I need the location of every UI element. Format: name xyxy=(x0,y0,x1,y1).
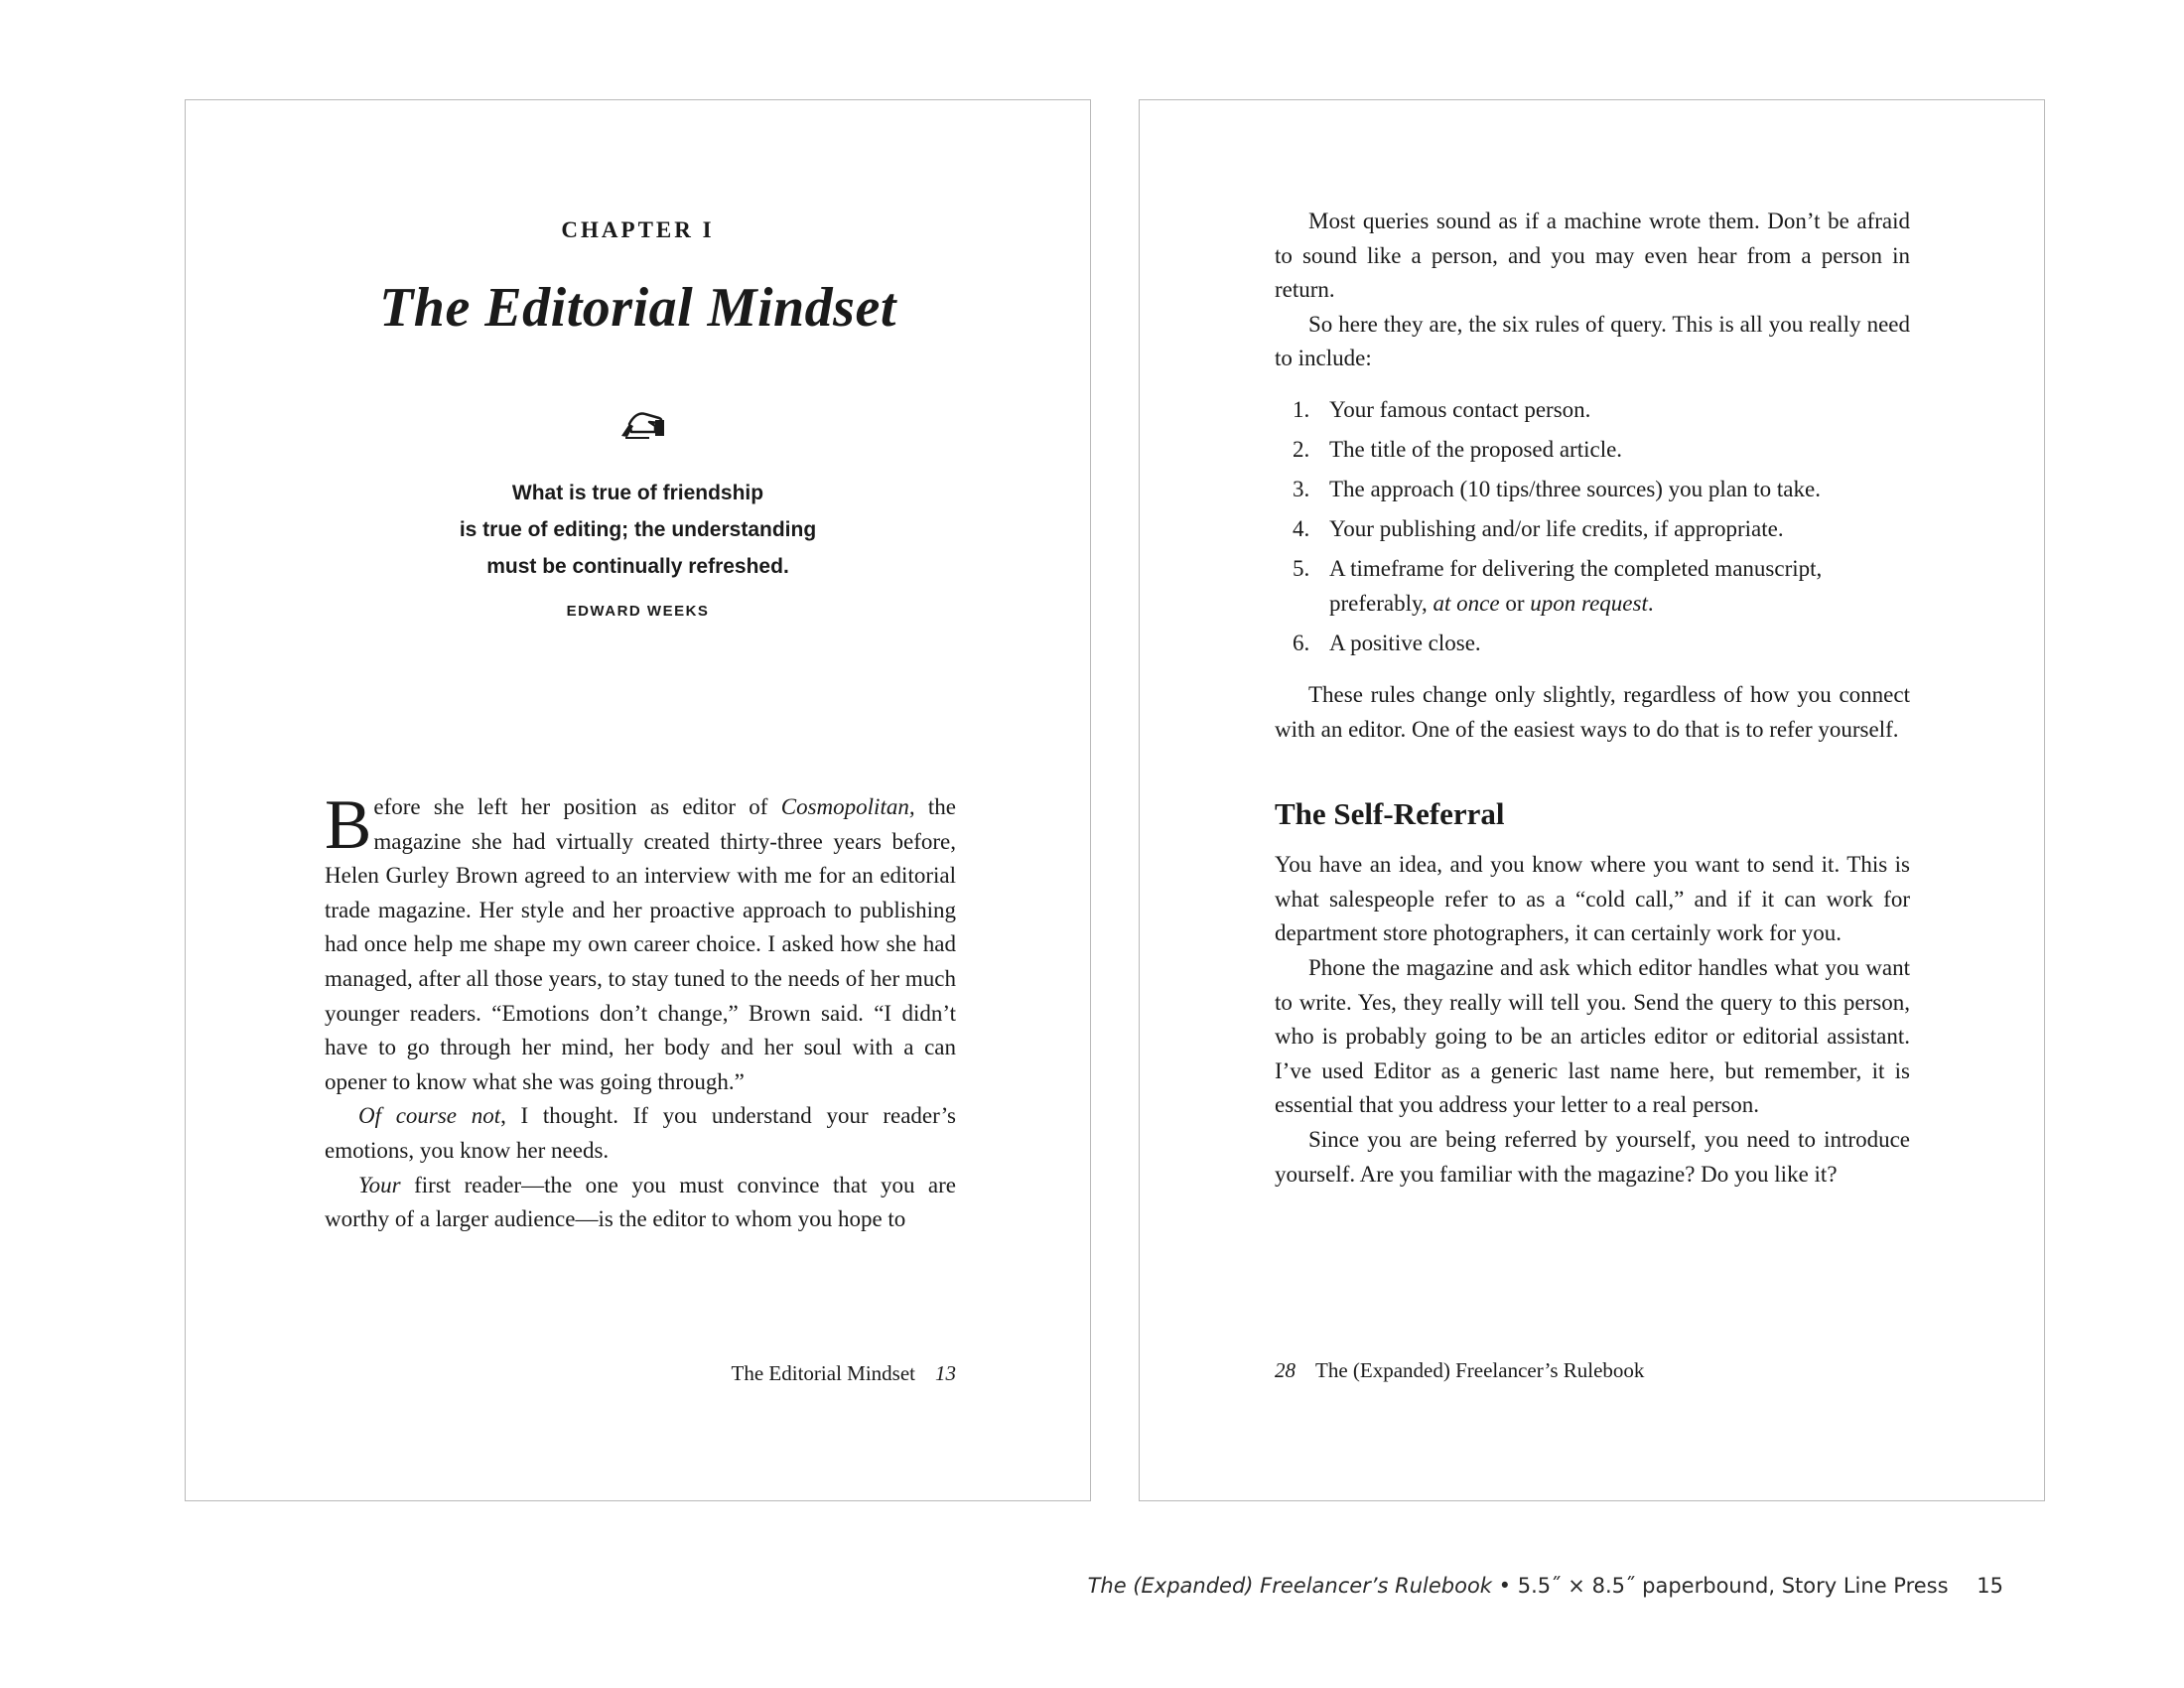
caption-details: 5.5˝ × 8.5˝ paperbound, Story Line Press xyxy=(1517,1574,1949,1598)
caption-page-number: 15 xyxy=(1977,1574,2003,1598)
list-item: 2. The title of the proposed article. xyxy=(1293,436,1623,462)
chapter-title: The Editorial Mindset xyxy=(379,277,896,339)
sample-caption xyxy=(1088,1574,2003,1598)
paragraph: Most queries sound as if a machine wrote them. Don’t be afraid to sound like a person, and you may even hear from a person in return. xyxy=(1275,209,1910,303)
list-item: 1. Your famous contact person. xyxy=(1293,396,1591,422)
list-item: 6. A positive close. xyxy=(1293,630,1481,655)
paragraph: Since you are being referred by yourself, you need to introduce yourself. Are you familiar with the magazine? Do you like it? xyxy=(1275,1126,1910,1187)
running-head: The Editorial Mindset xyxy=(731,1361,915,1385)
rules-list xyxy=(1275,392,1910,660)
epigraph-line: must be continually refreshed. xyxy=(486,555,789,578)
chapter-label: CHAPTER I xyxy=(561,217,715,242)
left-body-text xyxy=(325,786,956,1237)
paragraph: Phone the magazine and ask which editor handles what you want to write. Yes, they really will tell you. Send the query to this person, who is probably going to be an articles editor or editorial assistant. I’ve used Editor as a generic last name here, but remember, it is essential that you address your letter to a real person. xyxy=(1275,954,1910,1118)
caption-separator: • xyxy=(1498,1574,1512,1598)
epigraph-line: What is true of friendship xyxy=(511,482,764,504)
list-item: 5. A timeframe for delivering the completed manuscript, preferably, at once or upon request. xyxy=(1293,555,1823,616)
left-page-footer xyxy=(732,1361,956,1386)
section-heading: The Self-Referral xyxy=(1275,796,1505,832)
list-item: 4. Your publishing and/or life credits, if appropriate. xyxy=(1293,515,1784,541)
right-page-footer xyxy=(1275,1358,1644,1383)
page-folio: 28 xyxy=(1275,1358,1296,1382)
paragraph: So here they are, the six rules of query. This is all you really need to include: xyxy=(1275,311,1910,371)
epigraph-author: EDWARD WEEKS xyxy=(566,603,710,620)
paragraph: Of course not, I thought. If you understand your reader’s emotions, you know her needs. xyxy=(325,1103,956,1163)
opening-paragraph: Before she left her position as editor of Cosmopolitan, the magazine she had virtually created thirty-three years before, Helen Gurley Brown agreed to an interview with me for an editorial trade magazine. Her style and her proactive approach to publishing had once help me shape my own career choice. I asked how she had managed, after all those years, to stay tuned to the needs of her much younger readers. “Emotions don’t change,” Brown said. “I didn’t have to go through her mind, her body and her soul with a can opener to know what she was going through.” xyxy=(325,786,956,1094)
paragraph: You have an idea, and you know where you want to send it. This is what salespeople refer to as a “cold call,” and if it can work for department store photographers, it can certainly work for you. xyxy=(1275,852,1910,946)
writing-hand-icon xyxy=(619,406,665,442)
caption-book-title: The (Expanded) Freelancer’s Rulebook xyxy=(1087,1574,1492,1598)
paragraph: Your first reader—the one you must convince that you are worthy of a larger audience—is the editor to whom you hope to xyxy=(325,1172,956,1232)
right-body-text xyxy=(1275,205,1910,1192)
running-head: The (Expanded) Freelancer’s Rulebook xyxy=(1315,1358,1645,1382)
list-item: 3. The approach (10 tips/three sources) you plan to take. xyxy=(1293,476,1821,501)
page-folio: 13 xyxy=(935,1361,956,1385)
epigraph xyxy=(186,475,1090,585)
left-book-page xyxy=(185,99,1091,1501)
epigraph-line: is true of editing; the understanding xyxy=(459,518,817,541)
magazine-name: Cosmopolitan, xyxy=(780,794,915,819)
right-book-page xyxy=(1139,99,2045,1501)
drop-cap: B xyxy=(325,786,372,864)
paragraph: These rules change only slightly, regardless of how you connect with an editor. One of the easiest ways to do that is to refer yourself. xyxy=(1275,681,1910,742)
